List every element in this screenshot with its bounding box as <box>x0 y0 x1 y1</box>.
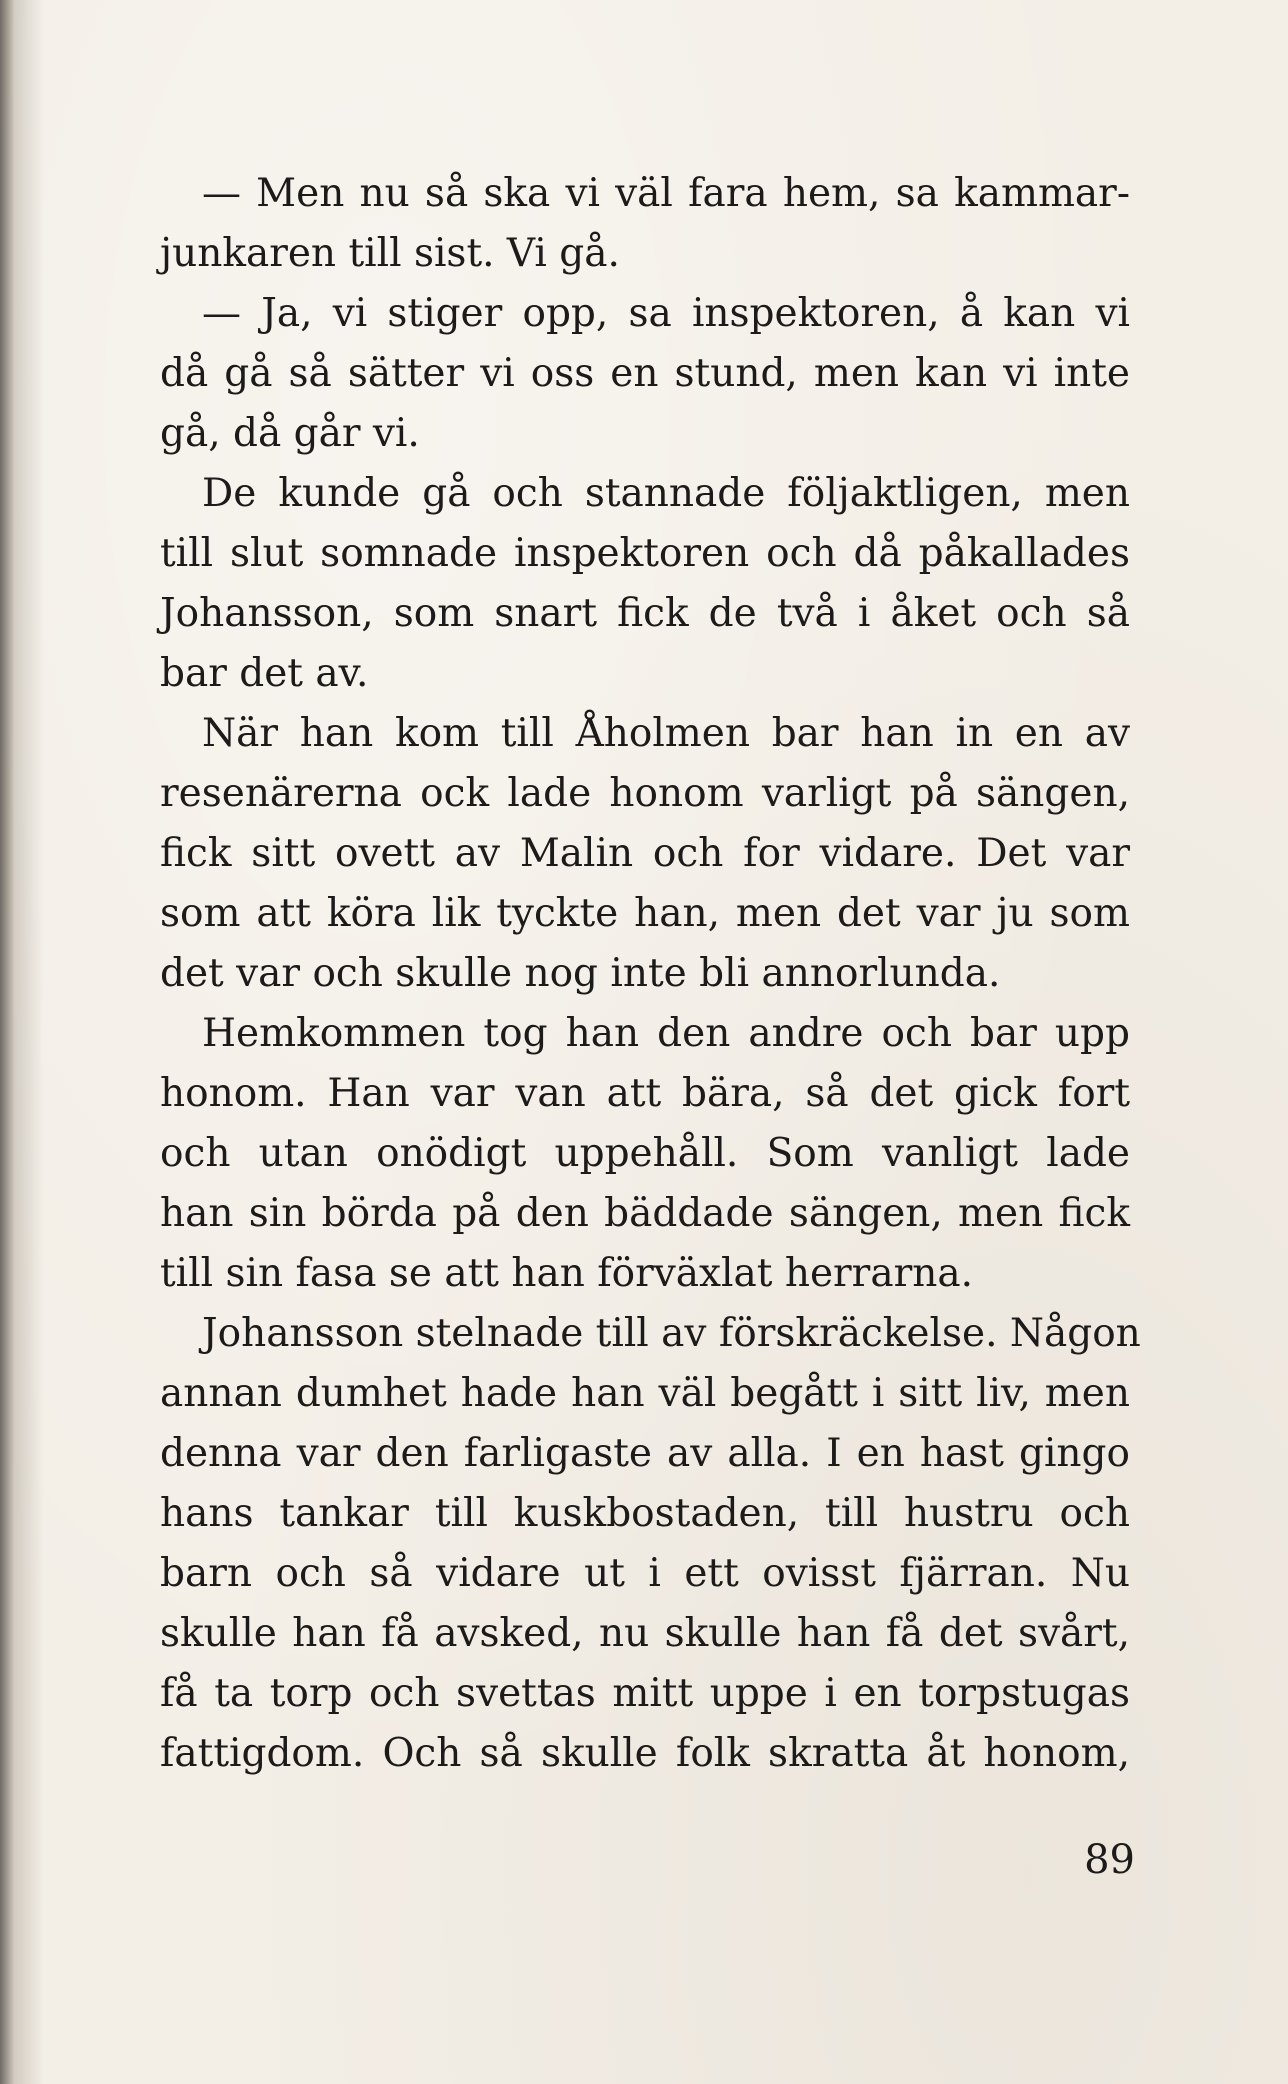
text-line: — Ja, vi stiger opp, sa inspektoren, å kan vi <box>202 291 1130 336</box>
text-line: som att köra lik tyckte han, men det var ju som <box>160 891 1130 936</box>
text-line: och utan onödigt uppehåll. Som vanligt lade <box>160 1131 1130 1176</box>
text-line: till slut somnade inspektoren och då påkallades <box>160 531 1130 576</box>
text-line: då gå så sätter vi oss en stund, men kan vi inte <box>160 351 1130 396</box>
text-line: få ta torp och svettas mitt uppe i en torpstugas <box>160 1671 1130 1716</box>
text-line: junkaren till sist. Vi gå. <box>160 231 620 276</box>
body-text <box>160 164 1141 1784</box>
text-line: hans tankar till kuskbostaden, till hustru och <box>160 1491 1130 1536</box>
text-line: fick sitt ovett av Malin och for vidare. Det var <box>160 831 1130 876</box>
text-line: Johansson, som snart fick de två i åket och så <box>160 591 1130 636</box>
spine-shadow <box>14 0 44 2084</box>
text-line: skulle han få avsked, nu skulle han få det svårt, <box>160 1611 1130 1656</box>
text-line: denna var den farligaste av alla. I en hast gingo <box>160 1431 1130 1476</box>
text-line: honom. Han var van att bära, så det gick fort <box>160 1071 1130 1116</box>
text-line: bar det av. <box>160 651 369 696</box>
text-line: När han kom till Åholmen bar han in en av <box>202 711 1130 756</box>
text-line: det var och skulle nog inte bli annorlunda. <box>160 951 1001 996</box>
text-line: barn och så vidare ut i ett ovisst fjärran. Nu <box>160 1551 1130 1596</box>
text-line: — Men nu så ska vi väl fara hem, sa kammar- <box>202 171 1130 216</box>
text-line: fattigdom. Och så skulle folk skratta åt honom, <box>160 1731 1130 1776</box>
text-line: Johansson stelnade till av förskräckelse. Någon <box>202 1311 1141 1356</box>
text-line: resenärerna ock lade honom varligt på sängen, <box>160 771 1130 816</box>
page-number: 89 <box>1084 1837 1135 1883</box>
text-line: gå, då går vi. <box>160 411 420 456</box>
text-line: till sin fasa se att han förväxlat herrarna. <box>160 1251 973 1296</box>
text-line: annan dumhet hade han väl begått i sitt liv, men <box>160 1371 1130 1416</box>
text-line: Hemkommen tog han den andre och bar upp <box>202 1011 1130 1056</box>
text-line: De kunde gå och stannade följaktligen, men <box>202 471 1130 516</box>
book-spine <box>0 0 14 2084</box>
text-line: han sin börda på den bäddade sängen, men fick <box>160 1191 1130 1236</box>
